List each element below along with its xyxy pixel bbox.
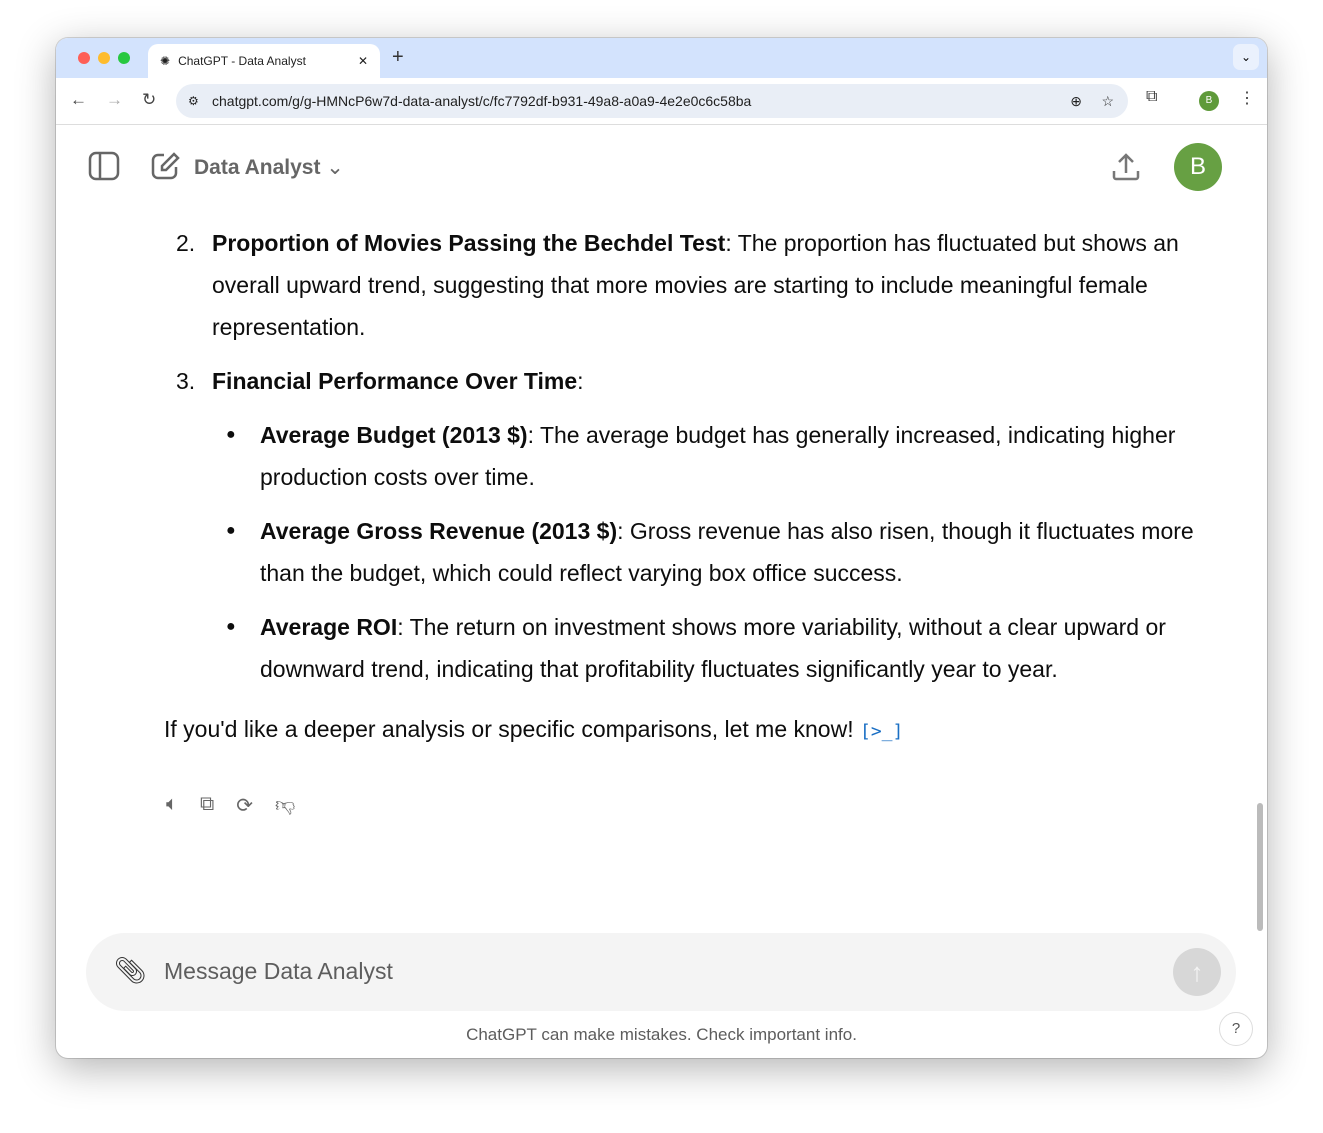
zoom-icon[interactable]: ⊕	[1070, 92, 1082, 109]
item-text: :	[577, 368, 584, 394]
copy-icon[interactable]: ⧉	[200, 793, 215, 815]
new-tab-button[interactable]: +	[392, 46, 404, 68]
attach-icon[interactable]: 📎︎	[114, 955, 148, 985]
help-button[interactable]: ?	[1219, 1012, 1253, 1046]
regenerate-icon[interactable]: ⟳	[236, 795, 254, 817]
url-text: chatgpt.com/g/g-HMNcP6w7d-data-analyst/c/fc7792df-b931-49a8-a0a9-4e2e0c6c58ba	[212, 93, 752, 109]
closing-text: If you'd like a deeper analysis or specific comparisons, let me know!	[164, 716, 854, 742]
view-analysis-link[interactable]: [>_]	[860, 721, 904, 742]
bullet-text: : The return on investment shows more variability, without a clear upward or downward trend, indicating that profitability fluctuates significantly year to year.	[260, 614, 1166, 682]
model-selector[interactable]	[194, 155, 344, 180]
bullet-item: ● Average ROI: The return on investment shows more variability, without a clear upward or downward trend, indicating that profitability fluctuates significantly year to year.	[226, 614, 1166, 682]
assistant-message	[164, 222, 1224, 753]
minimize-window-button[interactable]	[98, 52, 110, 64]
chat-page	[56, 125, 1267, 1058]
item-heading: Financial Performance Over Time	[212, 368, 578, 394]
item-heading: Proportion of Movies Passing the Bechdel Test	[212, 230, 726, 256]
bullet-text: : The average budget has generally increased, indicating higher production costs over time.	[260, 422, 1176, 490]
chatgpt-logo-icon: ✺	[160, 54, 171, 68]
browser-toolbar	[56, 78, 1267, 125]
tab-title: ChatGPT - Data Analyst	[178, 54, 306, 68]
list-item	[164, 222, 1224, 348]
list-item	[164, 360, 1224, 402]
user-avatar[interactable]: B	[1174, 143, 1222, 191]
bullet-heading: Average Gross Revenue (2013 $)	[260, 518, 618, 544]
browser-window	[56, 38, 1267, 1058]
bullet-item: ● Average Gross Revenue (2013 $): Gross revenue has also risen, though it fluctuates more than the budget, which could reflect varying box office success.	[226, 518, 1194, 586]
profile-avatar[interactable]: B	[1199, 91, 1219, 111]
model-name: Data Analyst	[194, 156, 321, 179]
maximize-window-button[interactable]	[118, 52, 130, 64]
scrollbar[interactable]	[1257, 803, 1263, 931]
browser-tab[interactable]	[148, 44, 380, 78]
bullet-heading: Average Budget (2013 $)	[260, 422, 528, 448]
close-tab-icon[interactable]: ✕	[357, 54, 368, 68]
sidebar-toggle-icon[interactable]	[88, 151, 120, 186]
tab-bar	[56, 38, 1267, 78]
item-text: : The proportion has fluctuated but shows an overall upward trend, suggesting that more movies are starting to include meaningful female representation.	[212, 230, 1179, 340]
bullet-heading: Average ROI	[260, 614, 398, 640]
bullet-item: ● Average Budget (2013 $): The average budget has generally increased, indicating higher production costs over time.	[226, 422, 1176, 490]
message-composer[interactable]	[86, 933, 1236, 1011]
share-icon[interactable]	[1110, 151, 1142, 188]
send-button[interactable]: ↑	[1173, 948, 1221, 996]
extensions-icon[interactable]: ⧉	[1146, 88, 1158, 105]
address-bar[interactable]	[176, 84, 1128, 118]
chevron-down-icon: ⌄	[326, 156, 344, 179]
back-button[interactable]: ←	[70, 90, 87, 109]
message-actions	[166, 793, 295, 818]
list-number: 3.	[176, 368, 196, 394]
closing-paragraph	[164, 708, 1224, 753]
tab-search-button[interactable]: ⌄	[1233, 44, 1259, 70]
site-settings-icon[interactable]: ⚙	[188, 94, 199, 108]
close-window-button[interactable]	[78, 52, 90, 64]
thumbs-down-icon[interactable]: 👎︎	[275, 794, 296, 816]
new-chat-icon[interactable]	[150, 151, 180, 186]
bookmark-star-icon[interactable]: ☆	[1101, 92, 1114, 109]
message-input[interactable]: Message Data Analyst	[164, 958, 393, 984]
reload-button[interactable]: ↻	[142, 90, 157, 109]
forward-button[interactable]: →	[106, 90, 123, 109]
menu-icon[interactable]: ⋮	[1239, 90, 1255, 107]
disclaimer: ChatGPT can make mistakes. Check important info.	[466, 1025, 857, 1044]
list-number: 2.	[176, 230, 196, 256]
read-aloud-icon[interactable]: 🔈︎	[166, 793, 178, 815]
bullet-text: : Gross revenue has also risen, though it fluctuates more than the budget, which could reflect varying box office success.	[260, 518, 1194, 586]
